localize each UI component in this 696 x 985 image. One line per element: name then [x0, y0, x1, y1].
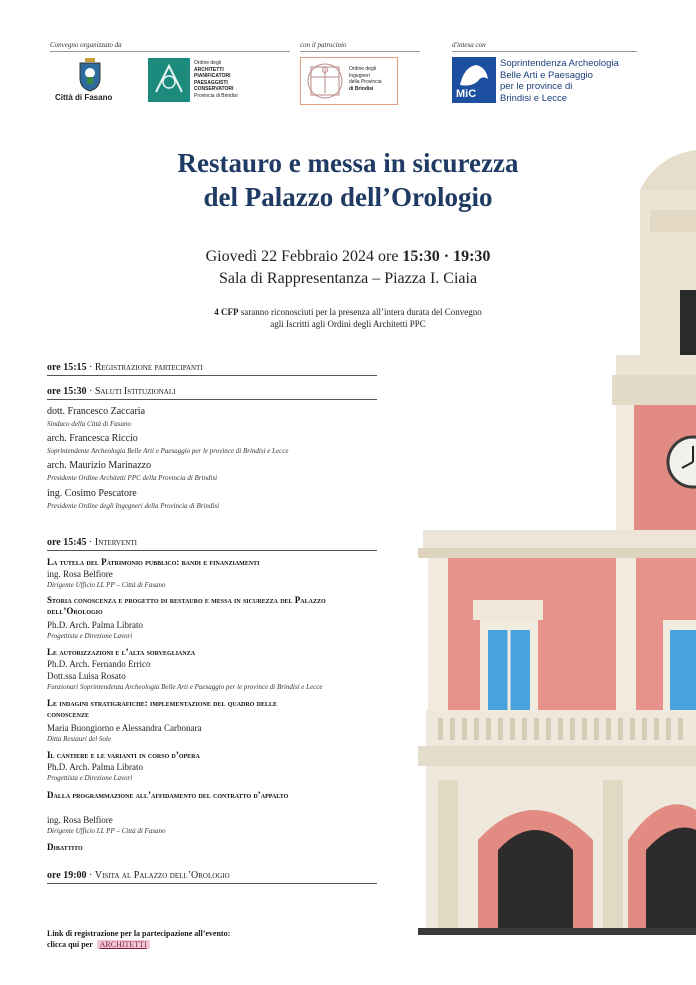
talk-title: Storia conoscenza e progetto di restauro e messa in sicurezza del Palazzo dell’Orologio — [47, 595, 326, 616]
greeting-role: Sindaco della Città di Fasano — [47, 420, 131, 428]
title-line-1: Restauro e messa in sicurezza — [177, 148, 519, 178]
section-registration: ore 15:15 · Registrazione partecipanti — [47, 362, 377, 376]
talk-affiliation: Dirigente Ufficio LL PP – Città di Fasano — [47, 581, 166, 589]
section-visit: ore 19:00 · Visita al Palazzo dell’Orologio — [47, 870, 377, 884]
talk-affiliation: Funzionari Soprintendenza Archeologia Belle Arti e Paesaggio per le province di Brindisi e Lecce — [47, 683, 323, 691]
greeting-name: arch. Francesca Riccio — [47, 433, 138, 444]
title-line-2: del Palazzo dell’Orologio — [203, 182, 493, 212]
palazzo-orologio-image — [418, 150, 696, 935]
vitruvian-man-icon — [305, 61, 345, 101]
talk-affiliation: Progettista e Direzione Lavori — [47, 632, 133, 640]
talk-speaker: Ph.D. Arch. Fernando Errico — [47, 659, 151, 669]
architetti-logo-icon — [148, 58, 190, 102]
talk-affiliation: Ditta Restauri del Sole — [47, 735, 111, 743]
soprintendenza-text: Soprintendenza Archeologia Belle Arti e Paesaggio per le province di Brindisi e Lecce — [500, 58, 619, 104]
greeting-role: Presidente Ordine Architetti PPC della Provincia di Brindisi — [47, 474, 218, 482]
registration-note: Link di registrazione per la partecipazione all’evento: clicca qui per ARCHITETTI — [47, 929, 231, 949]
talk-title: Il cantiere e le varianti in corso d’opera — [47, 750, 200, 760]
ingegneri-logo: Ordine degli Ingegneri della Provincia di Brindisi — [300, 57, 398, 105]
fasano-crest-icon — [76, 58, 104, 92]
section-greetings: ore 15:30 · Saluti Istituzionali — [47, 386, 377, 400]
greeting-role: Presidente Ordine degli Ingegneri della Provincia di Brindisi — [47, 502, 220, 510]
talk-title: Dalla programmazione all’affidamento del contratto d’appalto — [47, 790, 289, 800]
greeting-role: Soprintendente Archeologia Belle Arti e Paesaggio per le province di Brindisi e Lecce — [47, 447, 289, 455]
talk-title: Le autorizzazioni e l’alta sorveglianza — [47, 647, 196, 657]
greeting-name: arch. Maurizio Marinazzo — [47, 460, 152, 471]
event-date: Giovedì 22 Febbraio 2024 ore 15:30 · 19:30 — [205, 248, 491, 265]
architetti-registration-link[interactable]: ARCHITETTI — [97, 940, 150, 949]
talk-speaker: ing. Rosa Belfiore — [47, 815, 113, 825]
talk-speaker: Ph.D. Arch. Palma Librato — [47, 762, 143, 772]
talk-speaker: ing. Rosa Belfiore — [47, 569, 113, 579]
greeting-name: dott. Francesco Zaccaria — [47, 406, 146, 417]
agreement-label: d'intesa con — [452, 41, 637, 52]
organized-by-label: Convegno organizzato da — [50, 41, 290, 52]
mic-logo-icon: MiC — [452, 57, 496, 103]
event-venue: Sala di Rappresentanza – Piazza I. Ciaia — [218, 270, 478, 287]
greeting-name: ing. Cosimo Pescatore — [47, 488, 137, 499]
talk-affiliation: Progettista e Direzione Lavori — [47, 774, 133, 782]
architetti-text: Ordine degli ARCHITETTI PIANIFICATORI PAESAGGISTI CONSERVATORI Provincia di Brindisi — [194, 60, 238, 99]
talk-speaker: Ph.D. Arch. Palma Librato — [47, 620, 143, 630]
fasano-label: Città di Fasano — [55, 93, 113, 102]
talk-title: Le indagini stratigrafiche: implementazione del quadro delle conoscenze — [47, 698, 277, 719]
talk-affiliation: Dirigente Ufficio LL PP – Città di Fasano — [47, 827, 166, 835]
section-talks: ore 15:45 · Interventi — [47, 537, 377, 551]
patronage-label: con il patrocinio — [300, 41, 420, 52]
cfp-note: 4 CFP saranno riconosciuti per la presenza all’intera durata del Convegno agli Iscritti agli Ordini degli Architetti PPC — [214, 307, 482, 329]
talk-speaker-2: Dott.ssa Luisa Rosato — [47, 671, 126, 681]
talk-title: La tutela del Patrimonio pubblico: bandi e finanziamenti — [47, 557, 260, 567]
debate-label: Dibattito — [47, 842, 83, 852]
talk-speaker: Maria Buongiorno e Alessandra Carbonara — [47, 723, 202, 733]
